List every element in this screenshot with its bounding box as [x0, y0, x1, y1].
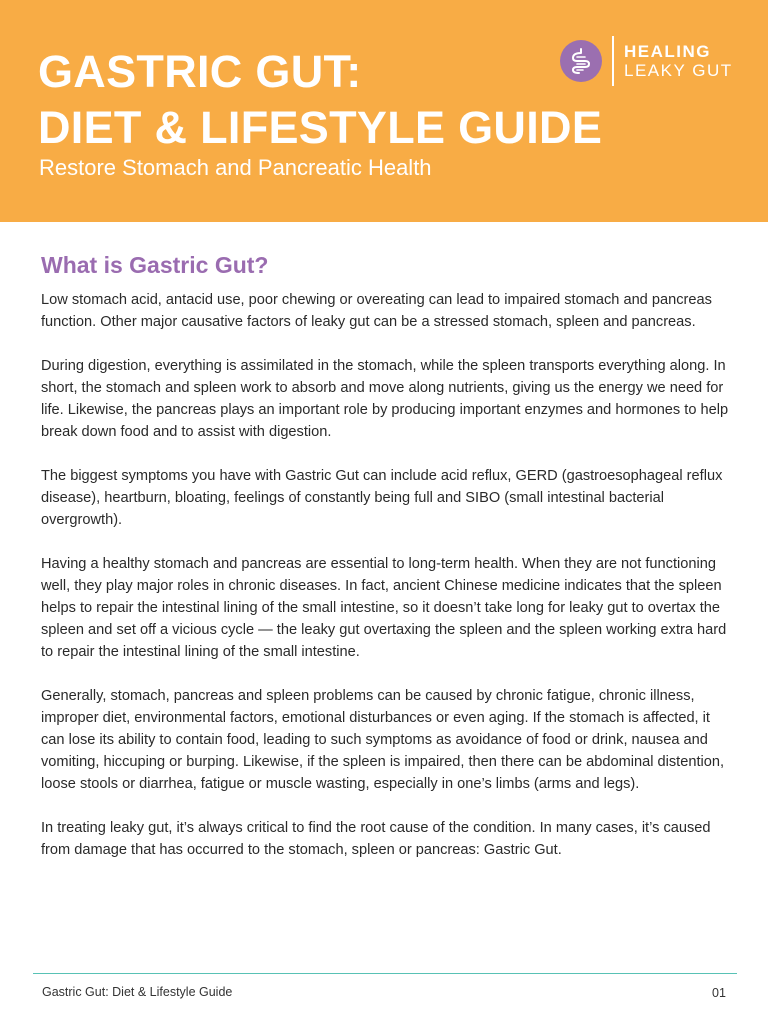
- page-number: 01: [712, 986, 726, 1000]
- logo-line-2: LEAKY GUT: [624, 61, 733, 80]
- logo-divider: [612, 36, 614, 86]
- section-heading: What is Gastric Gut?: [41, 252, 269, 278]
- paragraph: In treating leaky gut, it’s always critical to find the root cause of the condition. In many cases, it’s caused from damage that has occurred to the stomach, spleen or pancreas: Gastric Gut.: [41, 820, 711, 858]
- paragraph: Low stomach acid, antacid use, poor chewing or overeating can lead to impaired stomach and pancreas function. Other major causative factors of leaky gut can be a stressed stomach, spleen and pancreas.: [41, 292, 712, 330]
- title-line-1: GASTRIC GUT:: [38, 46, 362, 97]
- page-title: [38, 44, 602, 156]
- logo-wordmark: [624, 42, 733, 80]
- gut-icon: [569, 48, 593, 74]
- healing-leaky-gut-logo: [560, 36, 750, 86]
- footer-doc-title: Gastric Gut: Diet & Lifestyle Guide: [42, 985, 233, 999]
- page-subtitle: Restore Stomach and Pancreatic Health: [39, 155, 432, 180]
- header-banner: [0, 0, 768, 222]
- body-text: [41, 289, 731, 883]
- paragraph: The biggest symptoms you have with Gastric Gut can include acid reflux, GERD (gastroesophageal reflux disease), heartburn, bloating, feelings of constantly being full and SIBO (small intestinal bacterial overgrowth).: [41, 468, 723, 528]
- logo-line-1: HEALING: [624, 42, 711, 61]
- logo-badge: [560, 40, 602, 82]
- footer-divider: [33, 973, 737, 974]
- paragraph: During digestion, everything is assimilated in the stomach, while the spleen transports everything along. In short, the stomach and spleen work to absorb and move along nutrients, giving us the energy we need for life. Likewise, the pancreas plays an important role by producing important enzymes and hormones to help break down food and to assist with digestion.: [41, 358, 729, 440]
- paragraph: Generally, stomach, pancreas and spleen problems can be caused by chronic fatigue, chronic illness, improper diet, environmental factors, emotional disturbances or even aging. If the stomach is affected, it can lose its ability to contain food, leading to such symptoms as avoidance of food or drink, nausea and vomiting, hiccuping or burping. Likewise, if the spleen is impaired, then there can be abdominal distention, loose stools or diarrhea, fatigue or muscle wasting, especially in one’s limbs (arms and legs).: [41, 688, 725, 792]
- title-line-2: DIET & LIFESTYLE GUIDE: [38, 102, 603, 153]
- paragraph: Having a healthy stomach and pancreas are essential to long-term health. When they are not functioning well, they play major roles in chronic diseases. In fact, ancient Chinese medicine indicates that the spleen helps to repair the intestinal lining of the small intestine, so it doesn’t take long for leaky gut to overtax the spleen and set off a vicious cycle — the leaky gut overtaxing the spleen and the spleen working extra hard to repair the intestinal lining of the small intestine.: [41, 556, 727, 660]
